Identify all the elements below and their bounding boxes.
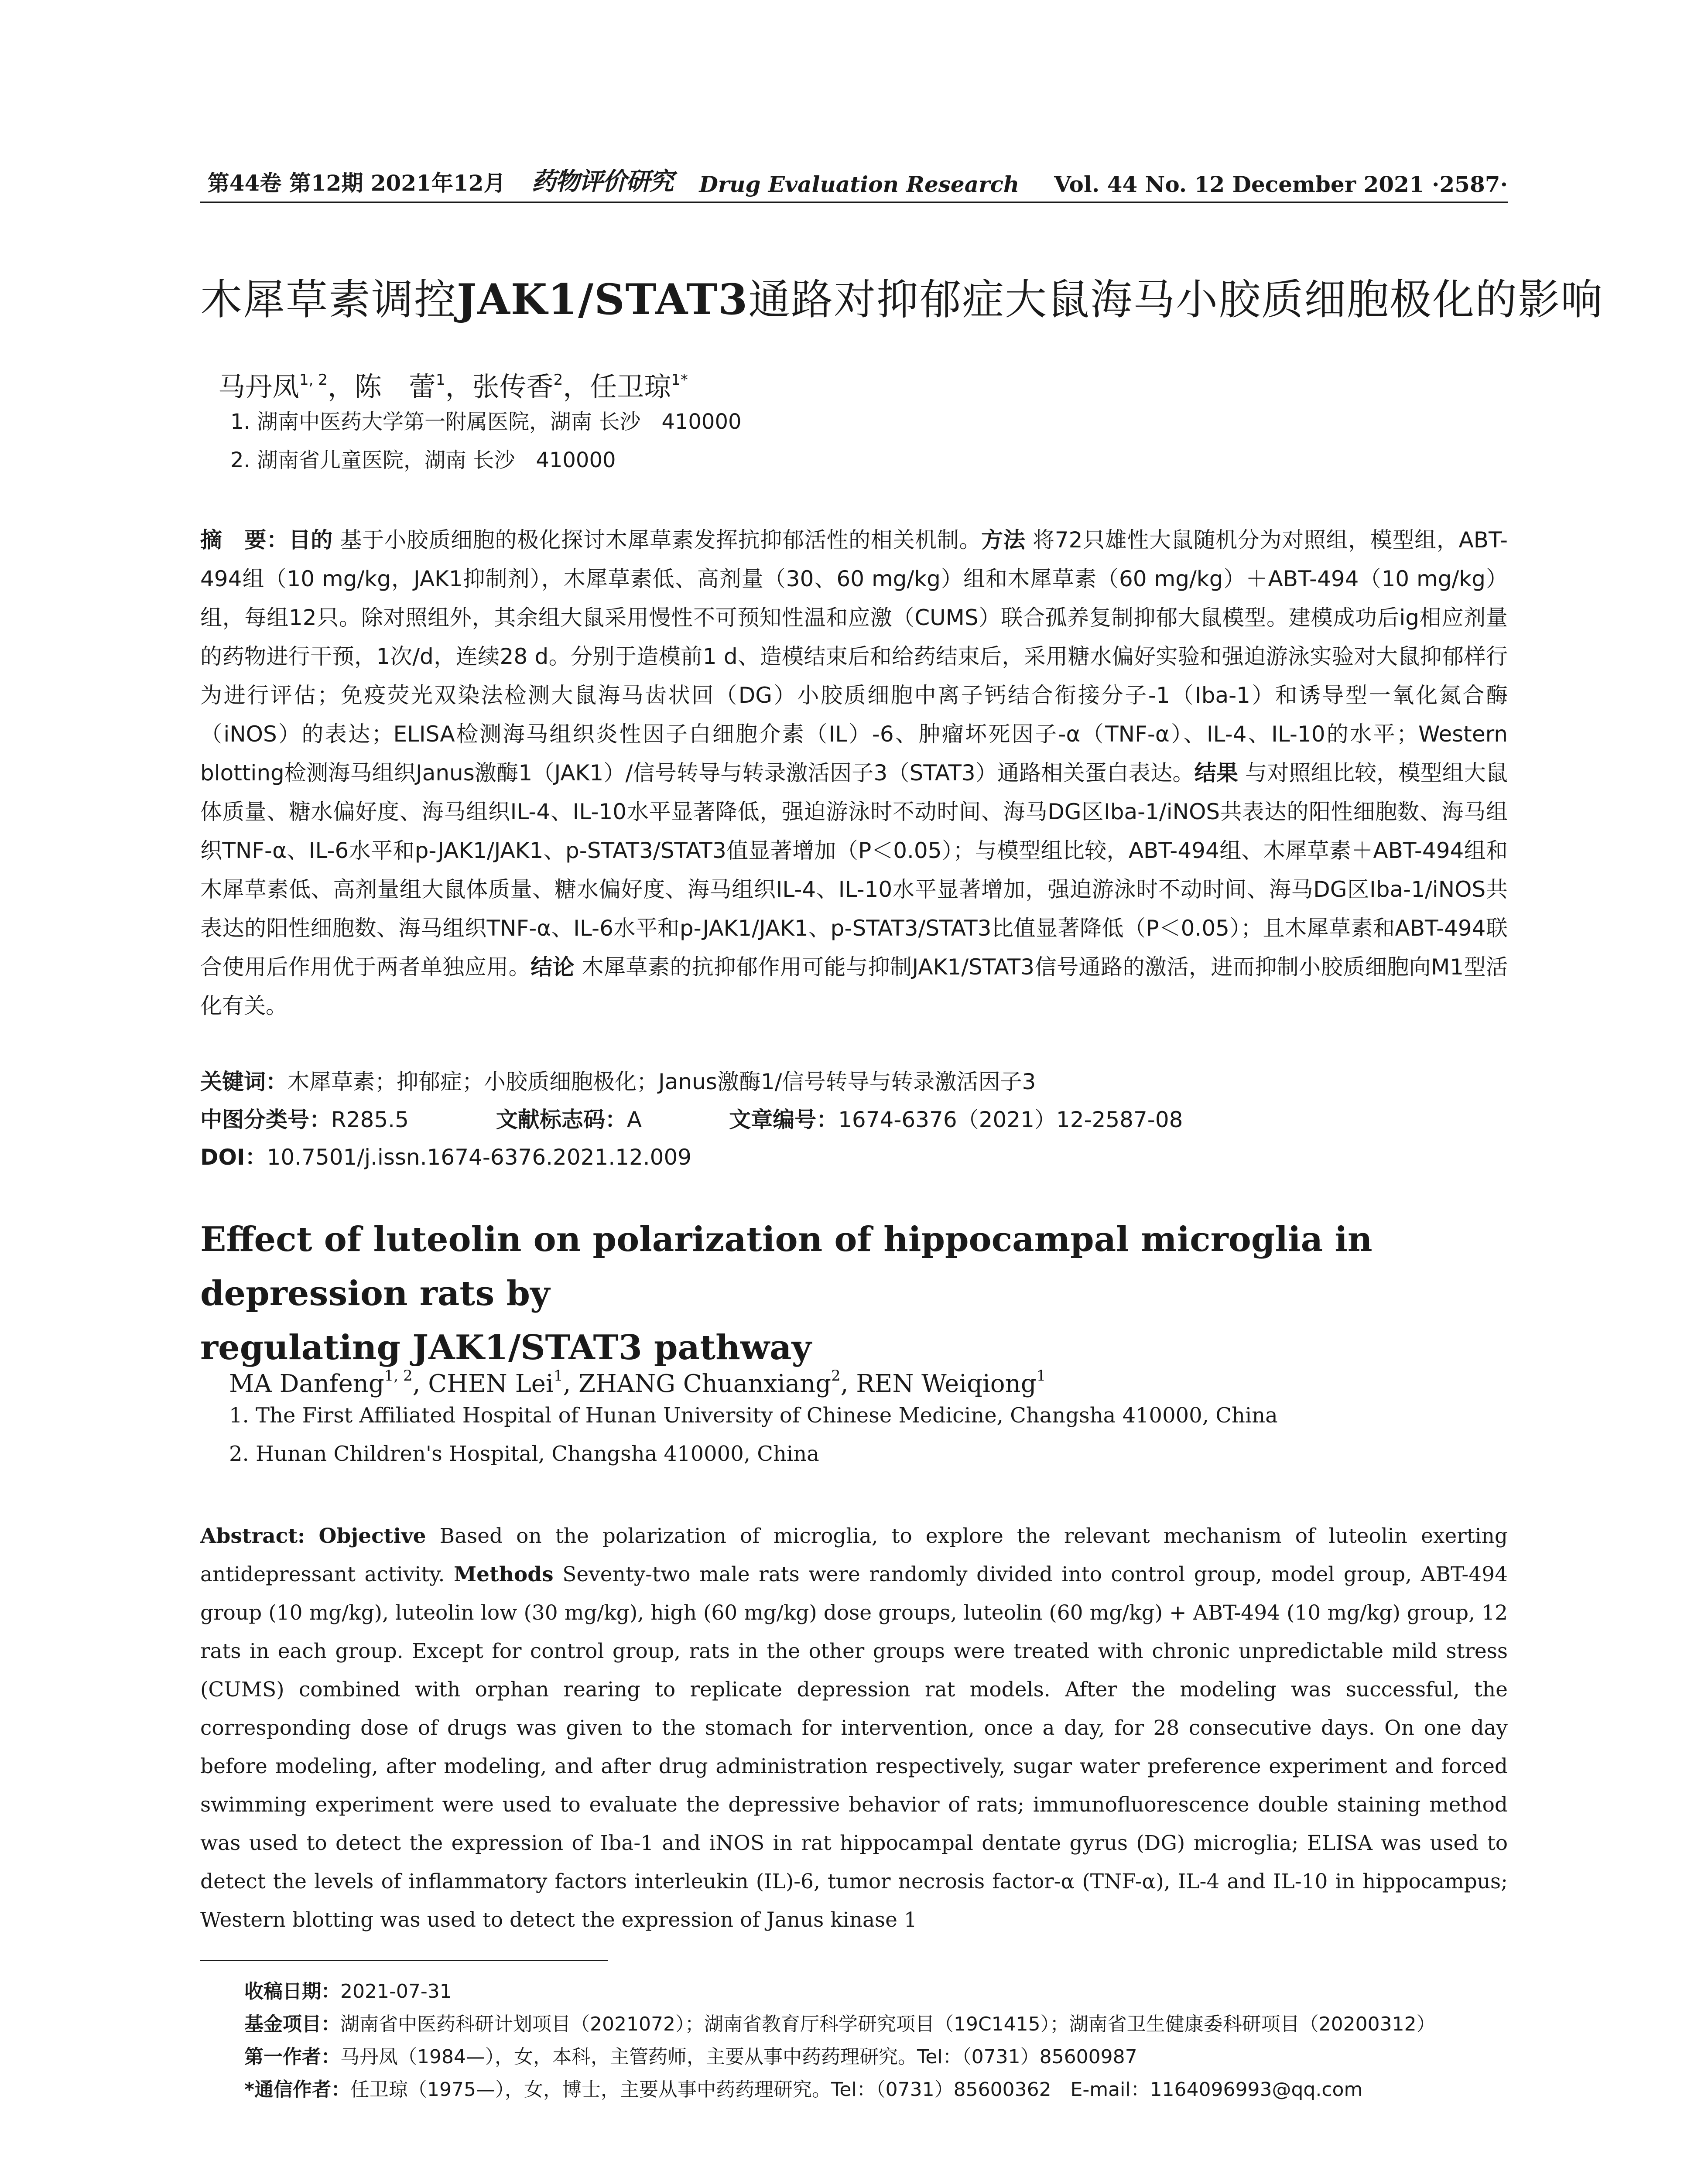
affiliation-en-2: 2. Hunan Children's Hospital, Changsha 410000, China [229, 1442, 819, 1466]
affiliation-cn-2: 2. 湖南省儿童医院，湖南 长沙 410000 [230, 448, 616, 472]
affiliation-cn-1: 1. 湖南中医药大学第一附属医院，湖南 长沙 410000 [230, 410, 742, 434]
footnote-rule [200, 1960, 608, 1961]
authors-cn: 马丹凤$^{1, 2}$，陈 蕾$^1$，张传香$^2$，任卫琼$^{1*}$ [218, 371, 688, 403]
authors-en: MA Danfeng$^{1, 2}$, CHEN Lei$^1$, ZHANG Chuanxiang$^2$, REN Weiqiong$^1$ [229, 1367, 1046, 1398]
author: 陈 蕾 [354, 371, 436, 403]
footnote-received: 收稿日期：2021-07-31 [244, 1980, 452, 2003]
affiliation-en-1: 1. The First Affiliated Hospital of Hunan University of Chinese Medicine, Changsha 410000, China [229, 1403, 1278, 1428]
abstract-en: Abstract: Objective Based on the polarization of microglia, to explore the relevant mechanism of luteolin exerting antidepressant activity. Methods Seventy-two male rats were randomly divided into control group, model group, ABT-494 group (10 mg/kg), luteolin low (30 mg/kg), high (60 mg/kg) dose groups, luteolin (60 mg/kg) + ABT-494 (10 mg/kg) group, 12 rats in each group. Except for control group, rats in the other groups were treated with chronic unpredictable mild stress (CUMS) combined with orphan rearing to replicate depression rat models. After the modeling was successful, the corresponding dose of drugs was given to the stomach for intervention, once a day, for 28 consecutive days. On one day before modeling, after modeling, and after drug administration respectively, sugar water preference experiment and forced swimming experiment were used to evaluate the depressive behavior of rats; immunofluorescence double staining method was used to detect the expression of Iba-1 and iNOS in rat hippocampal dentate gyrus (DG) microglia; ELISA was used to detect the levels of inflammatory factors interleukin (IL)-6, tumor necrosis factor-α (TNF-α), IL-4 and IL-10 in hippocampus; Western blotting was used to detect the expression of Janus kinase 1 [200, 1524, 1508, 1932]
header-journal-en: Drug Evaluation Research [699, 171, 1020, 197]
author: CHEN Lei [428, 1370, 554, 1398]
footnote-first-author: 第一作者：马丹凤（1984—），女，本科，主管药师，主要从事中药药理研究。Tel：（0731）85600987 [244, 2046, 1137, 2068]
doi-line: DOI：10.7501/j.issn.1674-6376.2021.12.009 [200, 1145, 692, 1170]
author: ZHANG Chuanxiang [578, 1370, 832, 1398]
header-issue-cn: 第44卷 第12期 2021年12月 [207, 170, 506, 196]
title-cn: 木犀草素调控JAK1/STAT3通路对抑郁症大鼠海马小胶质细胞极化的影响 [200, 275, 1604, 324]
keywords-cn: 关键词：木犀草素；抑郁症；小胶质细胞极化；Janus激酶1/信号转导与转录激活因子3 [200, 1069, 1036, 1094]
header-rule [200, 202, 1508, 203]
journal-logo: 药物评价研究 [531, 167, 673, 196]
author: 马丹凤 [218, 371, 300, 403]
footnote-funding: 基金项目：湖南省中医药科研计划项目（2021072）；湖南省教育厅科学研究项目（19C1415）；湖南省卫生健康委科研项目（20200312） [244, 2013, 1436, 2035]
footnote-corresponding-author: *通信作者：任卫琼（1975—），女，博士，主要从事中药药理研究。Tel：（0731）85600362 E-mail：1164096993@qq.com [244, 2078, 1363, 2101]
author: REN Weiqiong [856, 1370, 1037, 1398]
header-volume-page: Vol. 44 No. 12 December 2021 ·2587· [1054, 171, 1508, 197]
running-header [200, 162, 1508, 202]
classification-line: 中图分类号：R285.5 文献标志码：A 文章编号：1674-6376（2021）12-2587-08 [200, 1107, 1183, 1132]
author: MA Danfeng [229, 1370, 384, 1398]
author: 张传香 [472, 371, 554, 403]
author: 任卫琼 [590, 371, 671, 403]
abstract-cn: 摘 要：目的 基于小胶质细胞的极化探讨木犀草素发挥抗抑郁活性的相关机制。方法 将72只雄性大鼠随机分为对照组，模型组，ABT-494组（10 mg/kg，JAK1抑制剂），木犀草素低、高剂量（30、60 mg/kg）组和木犀草素（60 mg/kg）＋ABT-494（10 mg/kg）组，每组12只。除对照组外，其余组大鼠采用慢性不可预知性温和应激（CUMS）联合孤养复制抑郁大鼠模型。建模成功后ig相应剂量的药物进行干预，1次/d，连续28 d。分别于造模前1 d、造模结束后和给药结束后，采用糖水偏好实验和强迫游泳实验对大鼠抑郁样行为进行评估；免疫荧光双染法检测大鼠海马齿状回（DG）小胶质细胞中离子钙结合衔接分子-1（Iba-1）和诱导型一氧化氮合酶（iNOS）的表达；ELISA检测海马组织炎性因子白细胞介素（IL）-6、肿瘤坏死因子-α（TNF-α）、IL-4、IL-10的水平；Western blotting检测海马组织Janus激酶1（JAK1）/信号转导与转录激活因子3（STAT3）通路相关蛋白表达。结果 与对照组比较，模型组大鼠体质量、糖水偏好度、海马组织IL-4、IL-10水平显著降低，强迫游泳时不动时间、海马DG区Iba-1/iNOS共表达的阳性细胞数、海马组织TNF-α、IL-6水平和p-JAK1/JAK1、p-STAT3/STAT3值显著增加（P＜0.05）；与模型组比较，ABT-494组、木犀草素＋ABT-494组和木犀草素低、高剂量组大鼠体质量、糖水偏好度、海马组织IL-4、IL-10水平显著增加，强迫游泳时不动时间、海马DG区Iba-1/iNOS共表达的阳性细胞数、海马组织TNF-α、IL-6水平和p-JAK1/JAK1、p-STAT3/STAT3比值显著降低（P＜0.05）；且木犀草素和ABT-494联合使用后作用优于两者单独应用。结论 木犀草素的抗抑郁作用可能与抑制JAK1/STAT3信号通路的激活，进而抑制小胶质细胞向M1型活化有关。 [200, 527, 1508, 1019]
title-en: Effect of luteolin on polarization of hippocampal microglia in depression rats by regulating JAK1/STAT3 pathway [200, 1220, 1373, 1367]
